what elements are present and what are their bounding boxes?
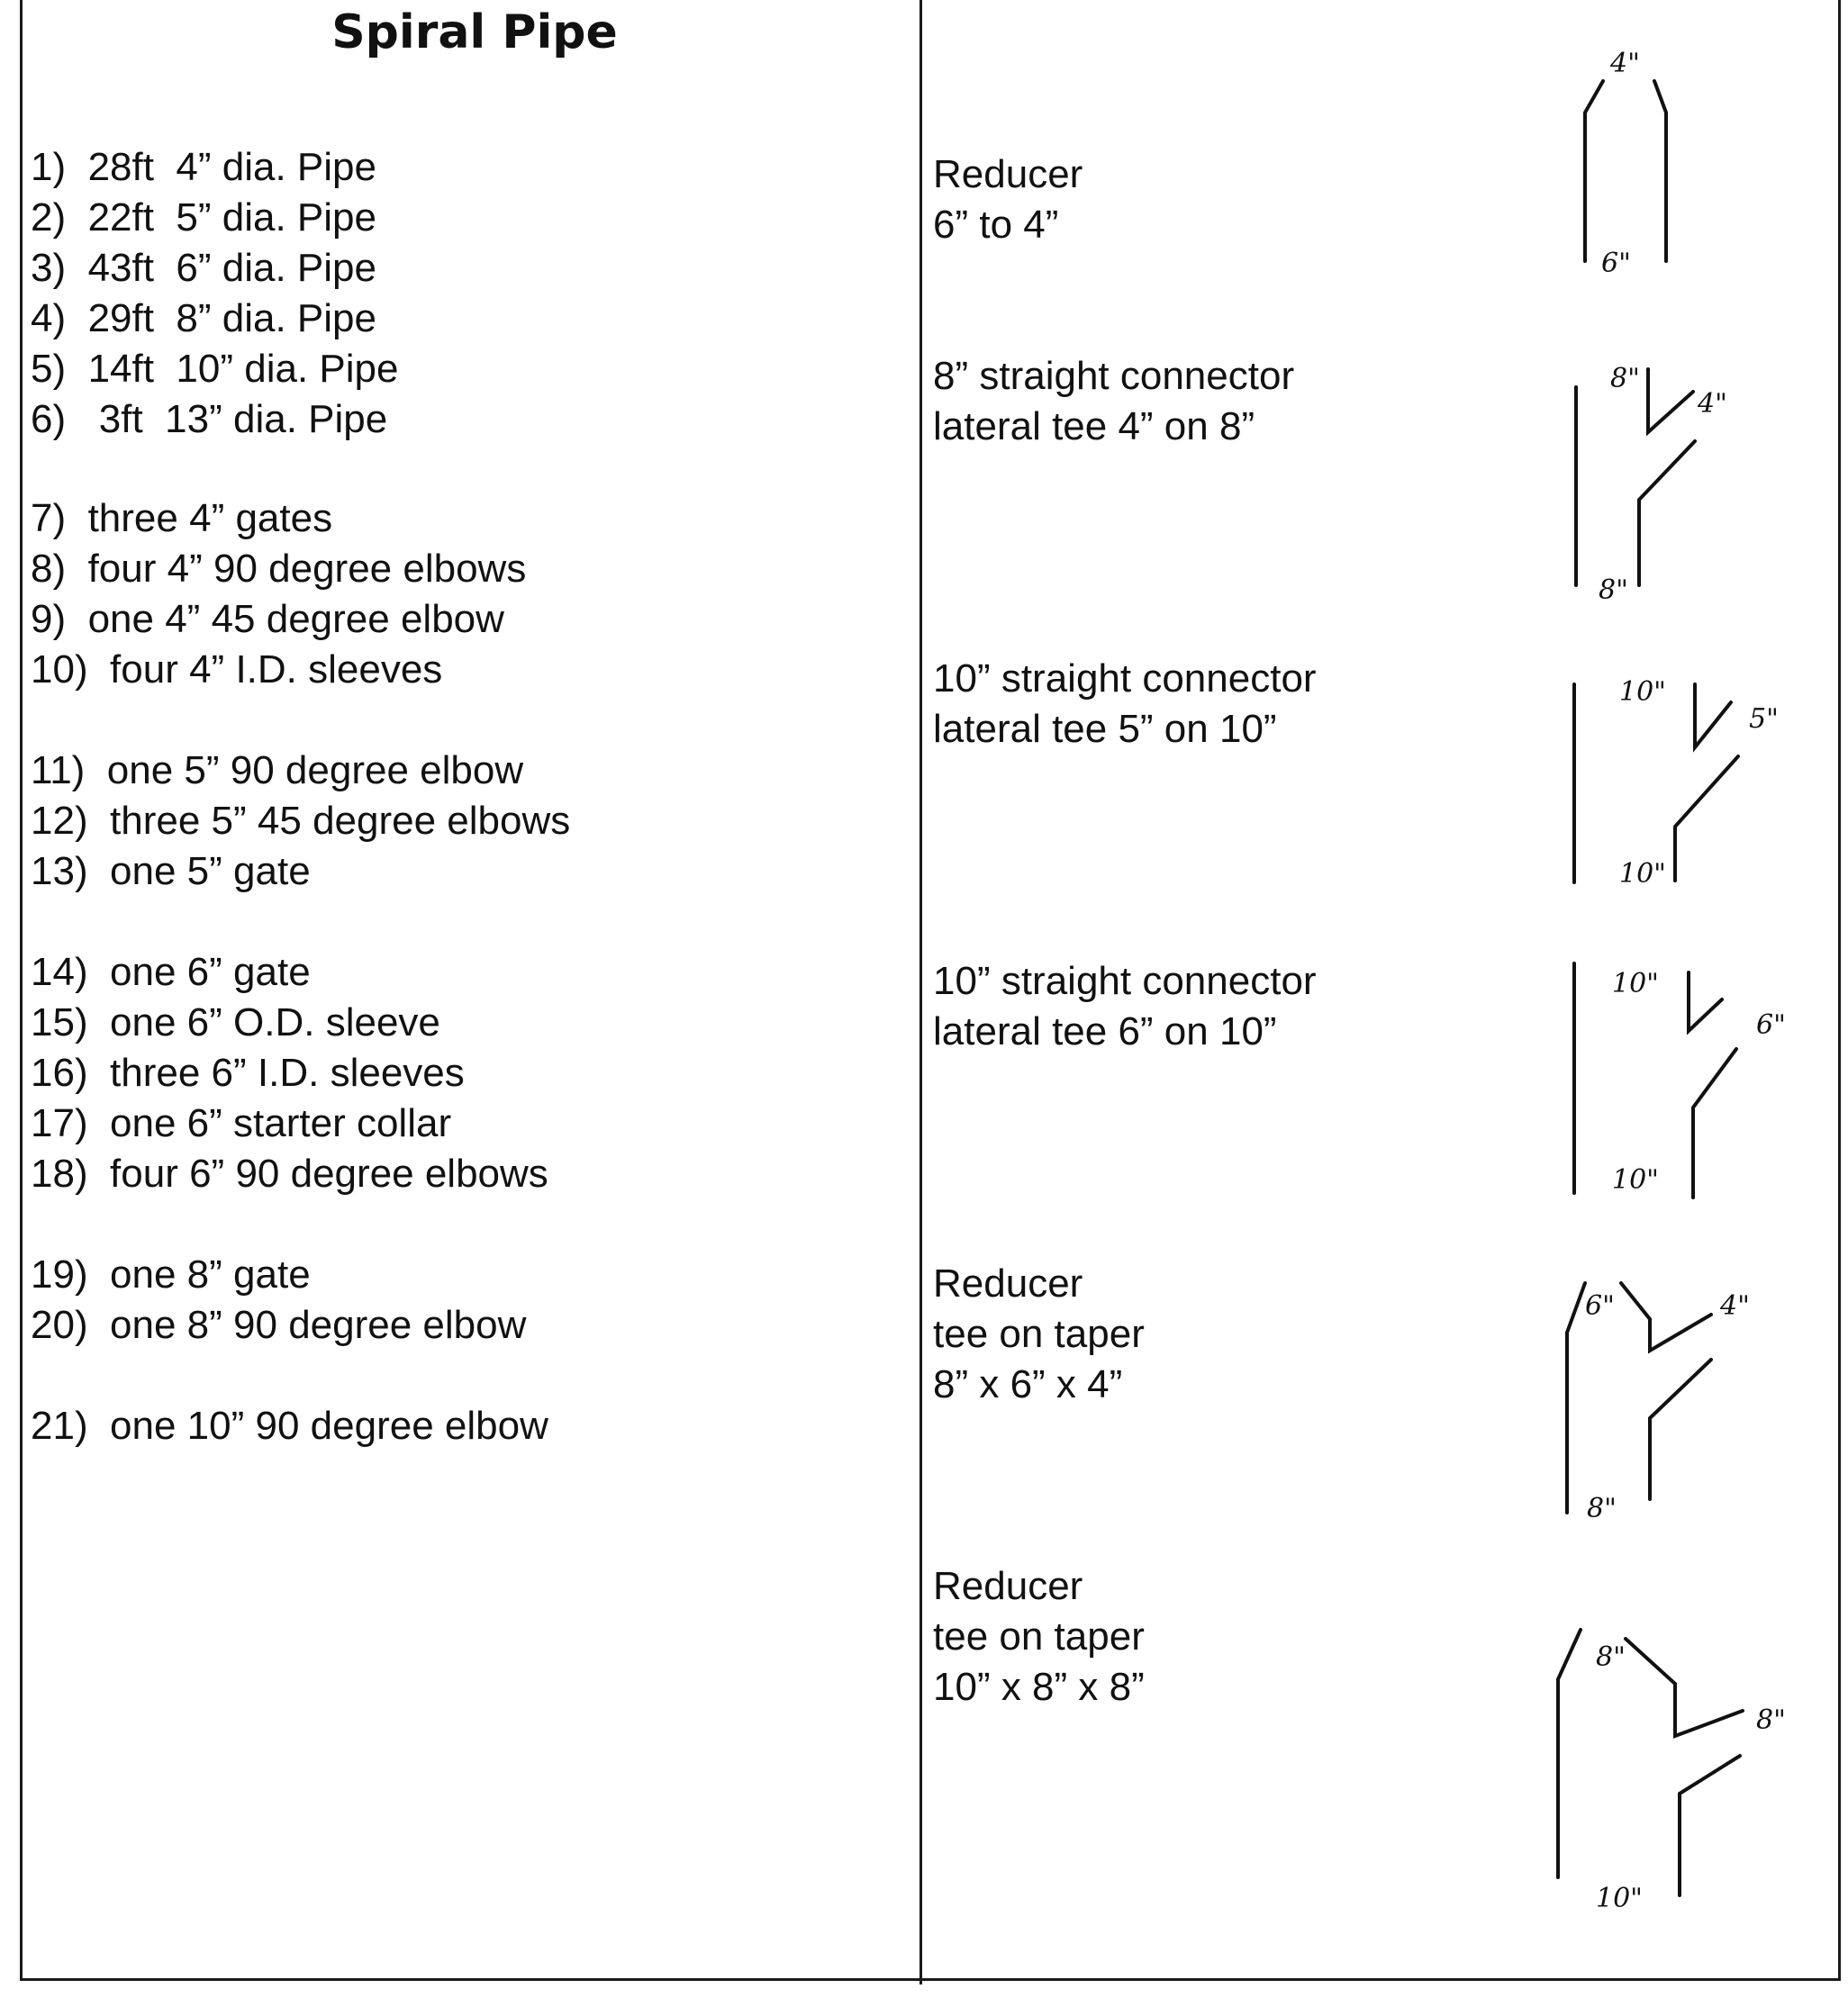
list-item: 19) one 8” gate	[31, 1252, 311, 1297]
sketch-label: 4"	[1610, 48, 1640, 79]
reducer-outline	[1585, 81, 1603, 261]
tee-branch-line	[1639, 441, 1695, 585]
list-item: 9) one 4” 45 degree elbow	[31, 597, 504, 641]
list-item: 11) one 5” 90 degree elbow	[31, 748, 524, 792]
tee-branch-line	[1695, 684, 1731, 747]
sketch-label: 10"	[1612, 968, 1659, 999]
sketch-label: 8"	[1587, 1493, 1617, 1524]
sketch-label: 6"	[1601, 248, 1631, 279]
list-item: 16) three 6” I.D. sleeves	[31, 1051, 465, 1095]
column-divider	[919, 0, 922, 1984]
tee-branch-line	[1648, 369, 1693, 432]
sketch-label: 10"	[1596, 1883, 1643, 1914]
fitting-label-reducer-6-4: Reducer 6” to 4”	[933, 152, 1083, 247]
taper-outline	[1567, 1283, 1585, 1513]
list-item: 3) 43ft 6” dia. Pipe	[31, 246, 376, 290]
fitting-label-lateral-6-on-10: 10” straight connector lateral tee 6” on 10”	[933, 959, 1317, 1053]
fitting-label-reducer-tee-8-6-4: Reducer tee on taper 8” x 6” x 4”	[933, 1261, 1145, 1406]
list-item: 18) four 6” 90 degree elbows	[31, 1152, 548, 1196]
list-item: 4) 29ft 8” dia. Pipe	[31, 296, 376, 340]
lateral-tee-sketch	[1558, 666, 1819, 900]
reducer-sketch	[1567, 27, 1693, 297]
list-item: 1) 28ft 4” dia. Pipe	[31, 145, 376, 189]
list-item: 21) one 10” 90 degree elbow	[31, 1404, 548, 1448]
fitting-label-lateral-5-on-10: 10” straight connector lateral tee 5” on 10”	[933, 656, 1317, 751]
page-title: Spiral Pipe	[331, 5, 618, 59]
tee-branch-line	[1675, 756, 1738, 881]
sketch-label: 10"	[1612, 1164, 1659, 1196]
tee-branch-line	[1689, 972, 1722, 1031]
taper-outline	[1558, 1630, 1581, 1877]
list-item: 12) three 5” 45 degree elbows	[31, 799, 571, 843]
sketch-label: 6"	[1756, 1009, 1786, 1041]
lateral-tee-sketch	[1558, 954, 1819, 1207]
list-item: 5) 14ft 10” dia. Pipe	[31, 347, 399, 391]
taper-tee-sketch	[1540, 1621, 1810, 1918]
taper-outline	[1621, 1283, 1711, 1351]
list-item: 8) four 4” 90 degree elbows	[31, 547, 527, 591]
list-item: 17) one 6” starter collar	[31, 1101, 452, 1145]
sketch-label: 4"	[1698, 388, 1727, 420]
sketch-label: 8"	[1596, 1641, 1626, 1673]
list-item: 2) 22ft 5” dia. Pipe	[31, 195, 376, 240]
tee-branch-line	[1693, 1049, 1736, 1198]
list-item: 20) one 8” 90 degree elbow	[31, 1303, 527, 1347]
list-item: 7) three 4” gates	[31, 496, 333, 540]
sketch-label: 8"	[1756, 1704, 1786, 1736]
sketch-label: 8"	[1599, 574, 1628, 606]
fitting-label-lateral-4-on-8: 8” straight connector lateral tee 4” on 8”	[933, 354, 1295, 448]
sketch-label: 5"	[1749, 703, 1779, 735]
sketch-label: 4"	[1720, 1290, 1750, 1322]
list-item: 15) one 6” O.D. sleeve	[31, 1000, 440, 1044]
taper-outline	[1680, 1756, 1740, 1895]
sketch-label: 10"	[1619, 676, 1666, 708]
taper-outline	[1650, 1360, 1711, 1499]
sketch-label: 6"	[1585, 1290, 1615, 1322]
lateral-tee-sketch	[1558, 351, 1801, 621]
taper-outline	[1626, 1639, 1743, 1736]
reducer-outline	[1654, 81, 1666, 261]
list-item: 13) one 5” gate	[31, 849, 311, 893]
list-item: 10) four 4” I.D. sleeves	[31, 647, 443, 692]
sketch-label: 10"	[1619, 858, 1666, 890]
fitting-label-reducer-tee-10-8-8: Reducer tee on taper 10” x 8” x 8”	[933, 1564, 1145, 1709]
sketch-label: 8"	[1610, 363, 1640, 394]
taper-tee-sketch	[1549, 1261, 1810, 1540]
list-item: 6) 3ft 13” dia. Pipe	[31, 397, 388, 441]
list-item: 14) one 6” gate	[31, 950, 311, 994]
